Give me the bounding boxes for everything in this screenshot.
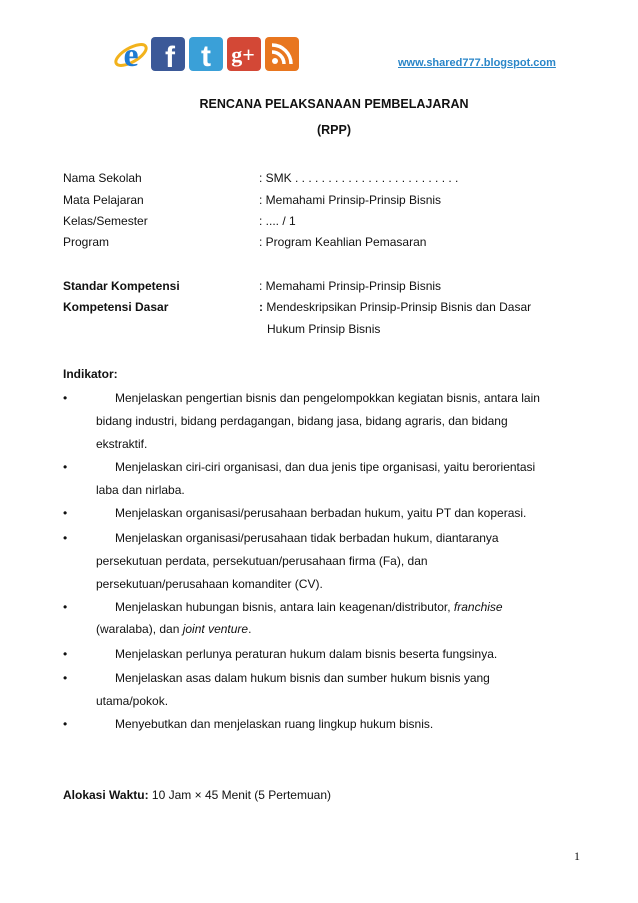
- svg-text:f: f: [165, 41, 175, 71]
- bullet: •: [63, 460, 68, 474]
- bullet: •: [63, 647, 68, 661]
- alokasi-waktu: [63, 788, 331, 802]
- facebook-icon[interactable]: [151, 37, 185, 71]
- indikator-title: Indikator:: [63, 367, 118, 381]
- twitter-icon[interactable]: [189, 37, 223, 71]
- kd-value: [259, 300, 531, 314]
- indikator-text-italic: franchise: [453, 600, 503, 614]
- page-number: 1: [574, 849, 580, 863]
- indikator-item-cont: laba dan nirlaba.: [96, 483, 185, 497]
- googleplus-icon[interactable]: [227, 37, 261, 71]
- alokasi-value: 10 Jam × 45 Menit (5 Pertemuan): [148, 788, 331, 802]
- indikator-item-cont: bidang industri, bidang perdagangan, bidang jasa, bidang agraris, dan bidang: [96, 414, 508, 428]
- indikator-item-cont: persekutuan/perusahaan komanditer (CV).: [96, 577, 323, 591]
- info-key: Nama Sekolah: [63, 171, 142, 185]
- indikator-text: (waralaba), dan: [96, 622, 183, 636]
- document-subtitle: (RPP): [316, 123, 352, 137]
- info-key: Kelas/Semester: [63, 214, 148, 228]
- bullet: •: [63, 391, 68, 405]
- info-key: Mata Pelajaran: [63, 193, 144, 207]
- sk-value: : Memahami Prinsip-Prinsip Bisnis: [259, 279, 442, 293]
- indikator-item-cont: persekutuan perdata, persekutuan/perusahaan firma (Fa), dan: [96, 554, 428, 568]
- indikator-item: Menjelaskan organisasi/perusahaan tidak berbadan hukum, diantaranya: [115, 531, 499, 545]
- alokasi-label: Alokasi Waktu:: [63, 788, 149, 802]
- info-value: : .... / 1: [259, 214, 296, 228]
- indikator-item: Menjelaskan perlunya peraturan hukum dalam bisnis beserta fungsinya.: [115, 647, 498, 661]
- bullet: •: [63, 506, 68, 520]
- rss-icon[interactable]: [265, 37, 299, 71]
- indikator-item-cont: [96, 622, 251, 636]
- indikator-item: Menjelaskan pengertian bisnis dan pengelompokkan kegiatan bisnis, antara lain: [115, 391, 540, 405]
- indikator-item: Menyebutkan dan menjelaskan ruang lingkup hukum bisnis.: [115, 717, 434, 731]
- bullet: •: [63, 600, 68, 614]
- kd-value-line2: Hukum Prinsip Bisnis: [267, 322, 381, 336]
- indikator-text: .: [248, 622, 252, 636]
- indikator-item-cont: utama/pokok.: [96, 694, 169, 708]
- social-icons: [113, 37, 303, 75]
- ie-icon[interactable]: [113, 37, 147, 71]
- bullet: •: [63, 531, 68, 545]
- bullet: •: [63, 671, 68, 685]
- indikator-item: [115, 600, 503, 614]
- svg-text:e: e: [123, 37, 139, 73]
- info-value: : Program Keahlian Pemasaran: [259, 235, 427, 249]
- indikator-item-cont: ekstraktif.: [96, 437, 148, 451]
- indikator-item: Menjelaskan asas dalam hukum bisnis dan sumber hukum bisnis yang: [115, 671, 490, 685]
- info-key: Program: [63, 235, 110, 249]
- indikator-item: Menjelaskan organisasi/perusahaan berbadan hukum, yaitu PT dan koperasi.: [115, 506, 527, 520]
- document-title: RENCANA PELAKSANAAN PEMBELAJARAN: [199, 97, 469, 111]
- bullet: •: [63, 717, 68, 731]
- kd-colon: :: [259, 300, 263, 314]
- sk-key: Standar Kompetensi: [63, 279, 180, 293]
- kd-key: Kompetensi Dasar: [63, 300, 169, 314]
- site-link[interactable]: www.shared777.blogspot.com: [398, 57, 556, 69]
- svg-text:t: t: [201, 40, 211, 71]
- kd-value-line1: Mendeskripsikan Prinsip-Prinsip Bisnis dan Dasar: [263, 300, 532, 314]
- indikator-text-italic: joint venture: [182, 622, 249, 636]
- indikator-text: Menjelaskan hubungan bisnis, antara lain keagenan/distributor,: [115, 600, 454, 614]
- info-value: : Memahami Prinsip-Prinsip Bisnis: [259, 193, 442, 207]
- indikator-item: Menjelaskan ciri-ciri organisasi, dan dua jenis tipe organisasi, yaitu berorientasi: [115, 460, 536, 474]
- info-value: : SMK . . . . . . . . . . . . . . . . . . . . . . . . .: [259, 171, 459, 185]
- svg-text:g+: g+: [231, 42, 255, 67]
